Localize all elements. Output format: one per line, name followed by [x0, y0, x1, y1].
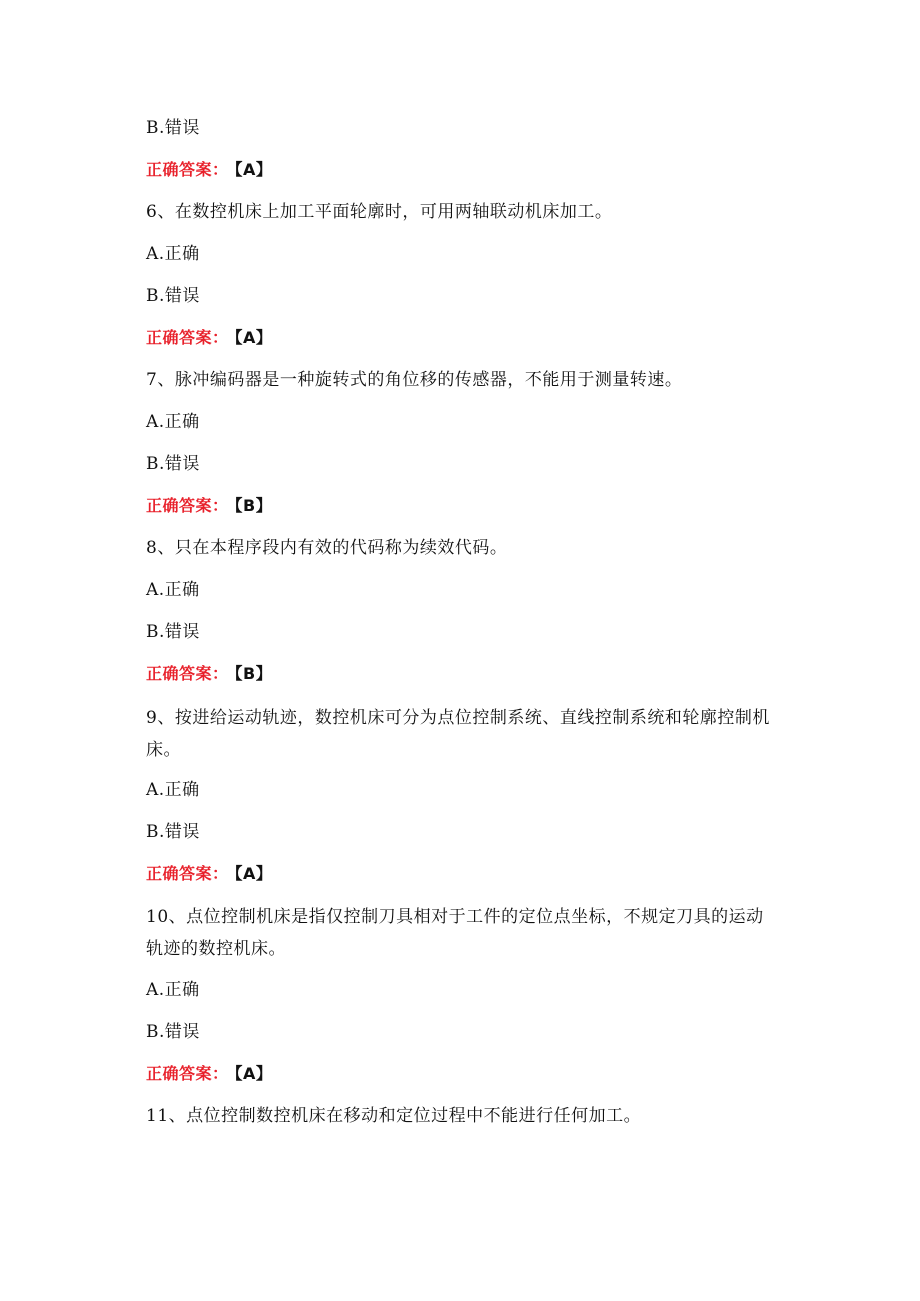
- answer-label: 正确答案：: [146, 160, 229, 179]
- option-a: A.正确: [146, 244, 200, 264]
- option-b: B.错误: [146, 118, 200, 138]
- question-8: 8、只在本程序段内有效的代码称为续效代码。: [146, 538, 508, 558]
- correct-answer: [146, 322, 786, 354]
- correct-answer: [146, 490, 786, 522]
- option-b: B.错误: [146, 286, 200, 306]
- answer-value: 【B】: [234, 496, 273, 515]
- question-9: 9、按进给运动轨迹，数控机床可分为点位控制系统、直线控制系统和轮廓控制机床。: [146, 708, 770, 760]
- answer-value: 【A】: [234, 1064, 273, 1083]
- option-b: B.错误: [146, 622, 200, 642]
- question-7: 7、脉冲编码器是一种旋转式的角位移的传感器，不能用于测量转速。: [146, 370, 683, 390]
- option-a: A.正确: [146, 780, 200, 800]
- option-b: B.错误: [146, 454, 200, 474]
- option-b: B.错误: [146, 822, 200, 842]
- answer-label: 正确答案：: [146, 864, 229, 883]
- answer-value: 【A】: [234, 864, 273, 883]
- answer-value: 【A】: [234, 160, 273, 179]
- answer-label: 正确答案：: [146, 664, 229, 683]
- answer-value: 【B】: [234, 664, 273, 683]
- correct-answer: [146, 1058, 786, 1090]
- option-a: A.正确: [146, 980, 200, 1000]
- correct-answer: [146, 658, 786, 690]
- question-11: 11、点位控制数控机床在移动和定位过程中不能进行任何加工。: [146, 1106, 642, 1126]
- question-6: 6、在数控机床上加工平面轮廓时，可用两轴联动机床加工。: [146, 202, 613, 222]
- question-10: 10、点位控制机床是指仅控制刀具相对于工件的定位点坐标，不规定刀具的运动轨迹的数控机床。: [146, 907, 764, 959]
- answer-label: 正确答案：: [146, 496, 229, 515]
- option-a: A.正确: [146, 412, 200, 432]
- option-b: B.错误: [146, 1022, 200, 1042]
- correct-answer: [146, 858, 786, 890]
- answer-value: 【A】: [234, 328, 273, 347]
- answer-label: 正确答案：: [146, 1064, 229, 1083]
- option-a: A.正确: [146, 580, 200, 600]
- answer-label: 正确答案：: [146, 328, 229, 347]
- correct-answer: [146, 154, 786, 186]
